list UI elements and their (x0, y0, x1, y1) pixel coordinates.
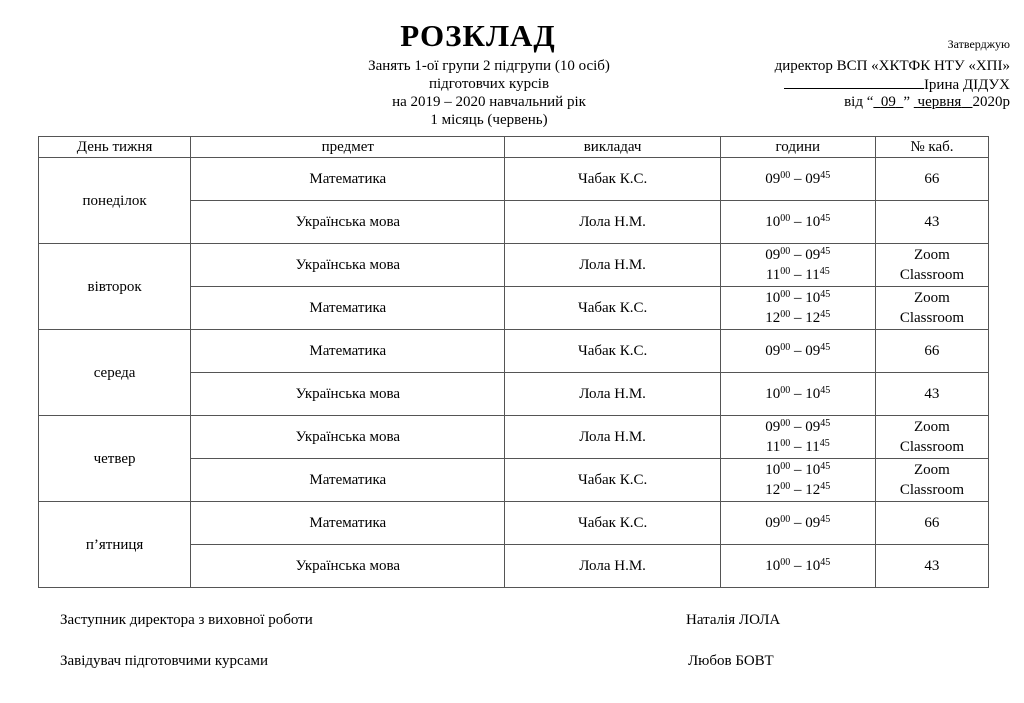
subject-cell: Українська мова (191, 545, 505, 588)
document-title: РОЗКЛАД (400, 18, 556, 53)
deputy-director-role: Заступник директора з виховної роботи (60, 612, 313, 628)
teacher-cell: Чабак К.С. (505, 459, 720, 502)
approval-date (844, 94, 1010, 111)
time-range: $10^{00} - 10^{45}$ (765, 289, 831, 306)
approval-name: Ірина ДІДУХ (923, 77, 1010, 93)
header-teacher: викладач (505, 137, 720, 158)
table-header-row (39, 137, 989, 158)
academic-year-line: на 2019 – 2020 навчальний рік (392, 94, 586, 110)
room-line: 66 (924, 515, 940, 531)
table-row (39, 158, 989, 201)
approval-position: директор ВСП «ХКТФК НТУ «ХПІ» (774, 58, 1010, 74)
teacher-cell: Лола Н.М. (505, 545, 720, 588)
room-cell (875, 287, 988, 330)
room-line: Zoom (914, 419, 950, 435)
hours-cell (720, 287, 875, 330)
room-line: 66 (924, 343, 940, 359)
hours-cell (720, 502, 875, 545)
subject-cell: Математика (191, 459, 505, 502)
subject-cell: Українська мова (191, 201, 505, 244)
teacher-cell: Чабак К.С. (505, 158, 720, 201)
date-prefix: від “ (844, 94, 874, 110)
header-subject: предмет (191, 137, 505, 158)
day-cell: п’ятниця (39, 502, 191, 588)
course-head-role: Завідувач підготовчими курсами (60, 653, 269, 669)
table-row (39, 416, 989, 459)
time-range: $09^{00} - 09^{45}$ (765, 246, 831, 263)
course-line: підготовчих курсів (428, 76, 550, 92)
subject-cell: Математика (191, 502, 505, 545)
room-cell (875, 459, 988, 502)
time-range: $11^{00} - 11^{45}$ (765, 438, 830, 455)
room-cell (875, 244, 988, 287)
room-line: Classroom (899, 310, 965, 326)
teacher-cell: Чабак К.С. (505, 502, 720, 545)
signature-blank (784, 76, 924, 89)
course-head-name: Любов БОВТ (688, 653, 774, 669)
approval-signature-line (784, 76, 1010, 94)
approval-label: Затверджую (947, 37, 1010, 51)
room-line: Zoom (914, 247, 950, 263)
date-quote: ” (903, 94, 911, 110)
date-day: 09 (880, 94, 896, 110)
header-hours: години (720, 137, 875, 158)
hours-cell (720, 459, 875, 502)
room-line: Classroom (899, 439, 965, 455)
room-line: Zoom (914, 462, 950, 478)
teacher-cell: Чабак К.С. (505, 330, 720, 373)
teacher-cell: Чабак К.С. (505, 287, 720, 330)
table-row (39, 330, 989, 373)
time-range: $09^{00} - 09^{45}$ (765, 418, 831, 435)
hours-cell (720, 244, 875, 287)
teacher-cell: Лола Н.М. (505, 416, 720, 459)
subject-cell: Українська мова (191, 244, 505, 287)
teacher-cell: Лола Н.М. (505, 201, 720, 244)
hours-cell (720, 201, 875, 244)
room-line: Classroom (899, 267, 965, 283)
subject-cell: Математика (191, 287, 505, 330)
room-line: 43 (924, 386, 940, 402)
header-day: День тижня (39, 137, 191, 158)
month-line: 1 місяць (червень) (430, 112, 548, 128)
hours-cell (720, 330, 875, 373)
subject-cell: Українська мова (191, 373, 505, 416)
room-cell (875, 502, 988, 545)
time-range: $10^{00} - 10^{45}$ (765, 385, 831, 402)
group-line: Занять 1-ої групи 2 підгрупи (10 осіб) (368, 58, 610, 74)
table-row (39, 244, 989, 287)
table-row (39, 502, 989, 545)
room-cell (875, 330, 988, 373)
subject-cell: Математика (191, 158, 505, 201)
header-room: № каб. (875, 137, 988, 158)
time-range: $09^{00} - 09^{45}$ (765, 342, 831, 359)
room-line: Zoom (914, 290, 950, 306)
room-cell (875, 373, 988, 416)
room-line: 66 (924, 171, 940, 187)
day-cell: середа (39, 330, 191, 416)
date-month: червня (917, 94, 962, 110)
time-range: $11^{00} - 11^{45}$ (765, 266, 830, 283)
room-cell (875, 201, 988, 244)
time-range: $12^{00} - 12^{45}$ (765, 309, 831, 326)
time-range: $09^{00} - 09^{45}$ (765, 514, 831, 531)
room-line: 43 (924, 558, 940, 574)
time-range: $10^{00} - 10^{45}$ (765, 213, 831, 230)
hours-cell (720, 416, 875, 459)
room-line: Classroom (899, 482, 965, 498)
room-cell (875, 416, 988, 459)
subject-cell: Математика (191, 330, 505, 373)
day-cell: вівторок (39, 244, 191, 330)
hours-cell (720, 545, 875, 588)
subject-cell: Українська мова (191, 416, 505, 459)
room-line: 43 (924, 214, 940, 230)
hours-cell (720, 158, 875, 201)
teacher-cell: Лола Н.М. (505, 373, 720, 416)
time-range: $12^{00} - 12^{45}$ (765, 481, 831, 498)
time-range: $10^{00} - 10^{45}$ (765, 557, 831, 574)
day-cell: четвер (39, 416, 191, 502)
hours-cell (720, 373, 875, 416)
time-range: $09^{00} - 09^{45}$ (765, 170, 831, 187)
deputy-director-name: Наталія ЛОЛА (686, 612, 781, 628)
time-range: $10^{00} - 10^{45}$ (765, 461, 831, 478)
room-cell (875, 545, 988, 588)
day-cell: понеділок (39, 158, 191, 244)
date-year: 2020р (972, 94, 1010, 110)
teacher-cell: Лола Н.М. (505, 244, 720, 287)
room-cell (875, 158, 988, 201)
schedule-table (38, 136, 989, 588)
schedule-body (39, 158, 989, 588)
